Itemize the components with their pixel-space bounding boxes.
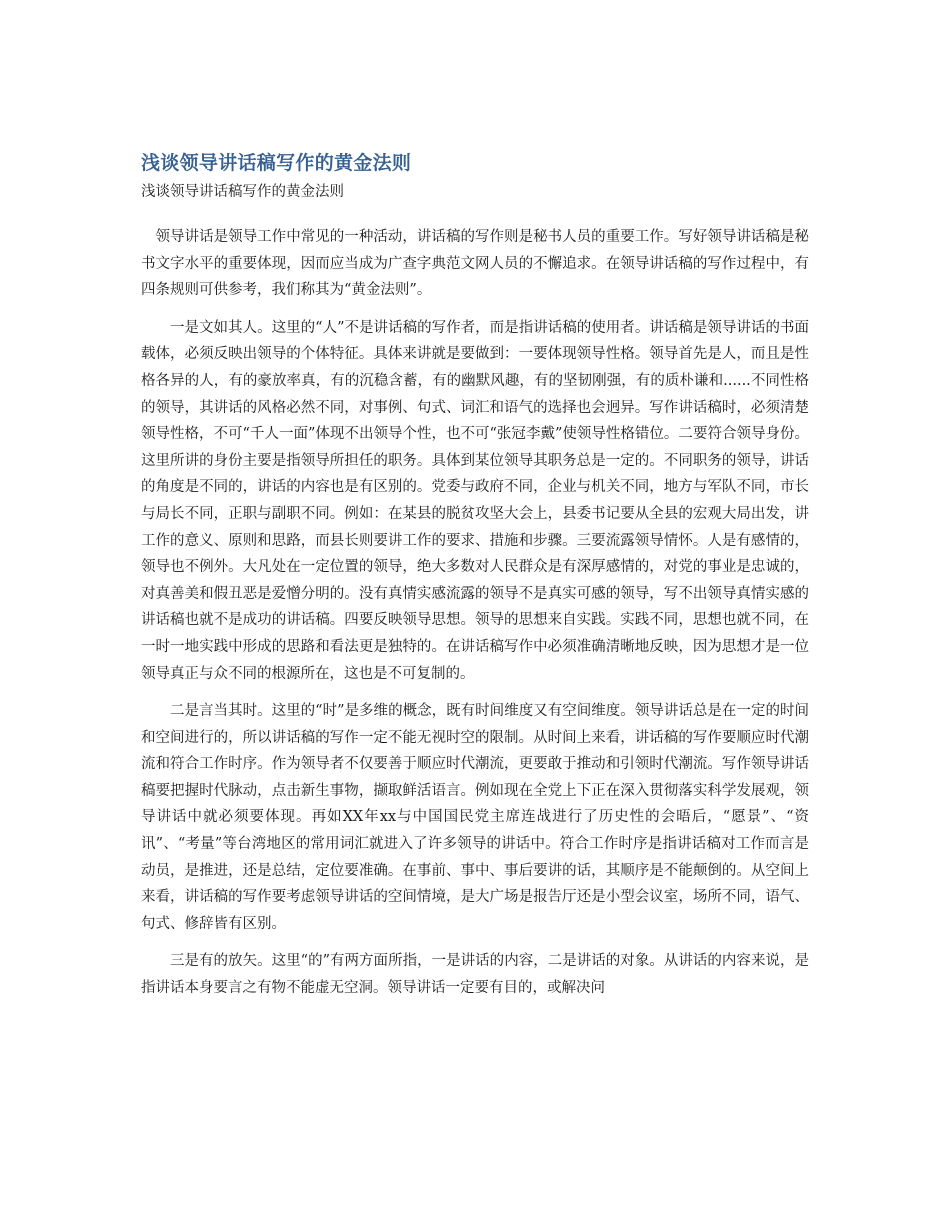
paragraph-intro: 领导讲话是领导工作中常见的一种活动，讲话稿的写作则是秘书人员的重要工作。写好领导讲话稿是秘书文字水平的重要体现，因而应当成为广查字典范文网人员的不懈追求。在领导讲话稿的写作过程中，有四条规则可供参考，我们称其为“黄金法则”。 bbox=[141, 229, 809, 299]
paragraph-rule-one: 一是文如其人。这里的“人”不是讲话稿的写作者，而是指讲话稿的使用者。讲话稿是领导讲话的书面载体，必须反映出领导的个体特征。具体来讲就是要做到：一要体现领导性格。领导首先是人，而且是性格各异的人，有的豪放率真，有的沉稳含蓄，有的幽默风趣，有的坚韧刚强，有的质朴谦和......不同性格的领导，其讲话的风格必然不同，对事例、句式、词汇和语气的选择也会迥异。写作讲话稿时，必须清楚领导性格，不可“千人一面”体现不出领导个性，也不可“张冠李戴”使领导性格错位。二要符合领导身份。这里所讲的身份主要是指领导所担任的职务。具体到某位领导其职务总是一定的。不同职务的领导，讲话的角度是不同的，讲话的内容也是有区别的。党委与政府不同，企业与机关不同，地方与军队不同，市长与局长不同，正职与副职不同。例如：在某县的脱贫攻坚大会上，县委书记要从全县的宏观大局出发，讲工作的意义、原则和思路，而县长则要讲工作的要求、措施和步骤。三要流露领导情怀。人是有感情的，领导也不例外。大凡处在一定位置的领导，绝大多数对人民群众是有深厚感情的，对党的事业是忠诚的，对真善美和假丑恶是爱憎分明的。没有真情实感流露的领导不是真实可感的领导，写不出领导真情实感的讲话稿也就不是成功的讲话稿。四要反映领导思想。领导的思想来自实践。实践不同，思想也就不同，在一时一地实践中形成的思路和看法更是独特的。在讲话稿写作中必须准确清晰地反映，因为思想才是一位领导真正与众不同的根源所在，这也是不可复制的。 bbox=[141, 319, 809, 682]
document-subtitle: 浅谈领导讲话稿写作的黄金法则 bbox=[141, 184, 344, 200]
paragraph-rule-two: 二是言当其时。这里的“时”是多维的概念，既有时间维度又有空间维度。领导讲话总是在一定的时间和空间进行的，所以讲话稿的写作一定不能无视时空的限制。从时间上来看，讲话稿的写作要顺应时代潮流和符合工作时序。作为领导者不仅要善于顺应时代潮流，更要敢于推动和引领时代潮流。写作领导讲话稿要把握时代脉动，点击新生事物，撷取鲜活语言。例如现在全党上下正在深入贯彻落实科学发展观，领导讲话中就必须要体现。再如XX年xx与中国国民党主席连战进行了历史性的会晤后，“愿景”、“资讯”、“考量”等台湾地区的常用词汇就进入了许多领导的讲话中。符合工作时序是指讲话稿对工作而言是动员，是推进，还是总结，定位要准确。在事前、事中、事后要讲的话，其顺序是不能颠倒的。从空间上来看，讲话稿的写作要考虑领导讲话的空间情境，是大广场是报告厅还是小型会议室，场所不同，语气、句式、修辞皆有区别。 bbox=[141, 703, 809, 932]
paragraph-rule-three: 三是有的放矢。这里“的”有两方面所指，一是讲话的内容，二是讲话的对象。从讲话的内容来说，是指讲话本身要言之有物不能虚无空洞。领导讲话一定要有目的，或解决问 bbox=[141, 953, 809, 997]
document-title: 浅谈领导讲话稿写作的黄金法则 bbox=[141, 152, 412, 174]
document-page bbox=[141, 150, 809, 1013]
